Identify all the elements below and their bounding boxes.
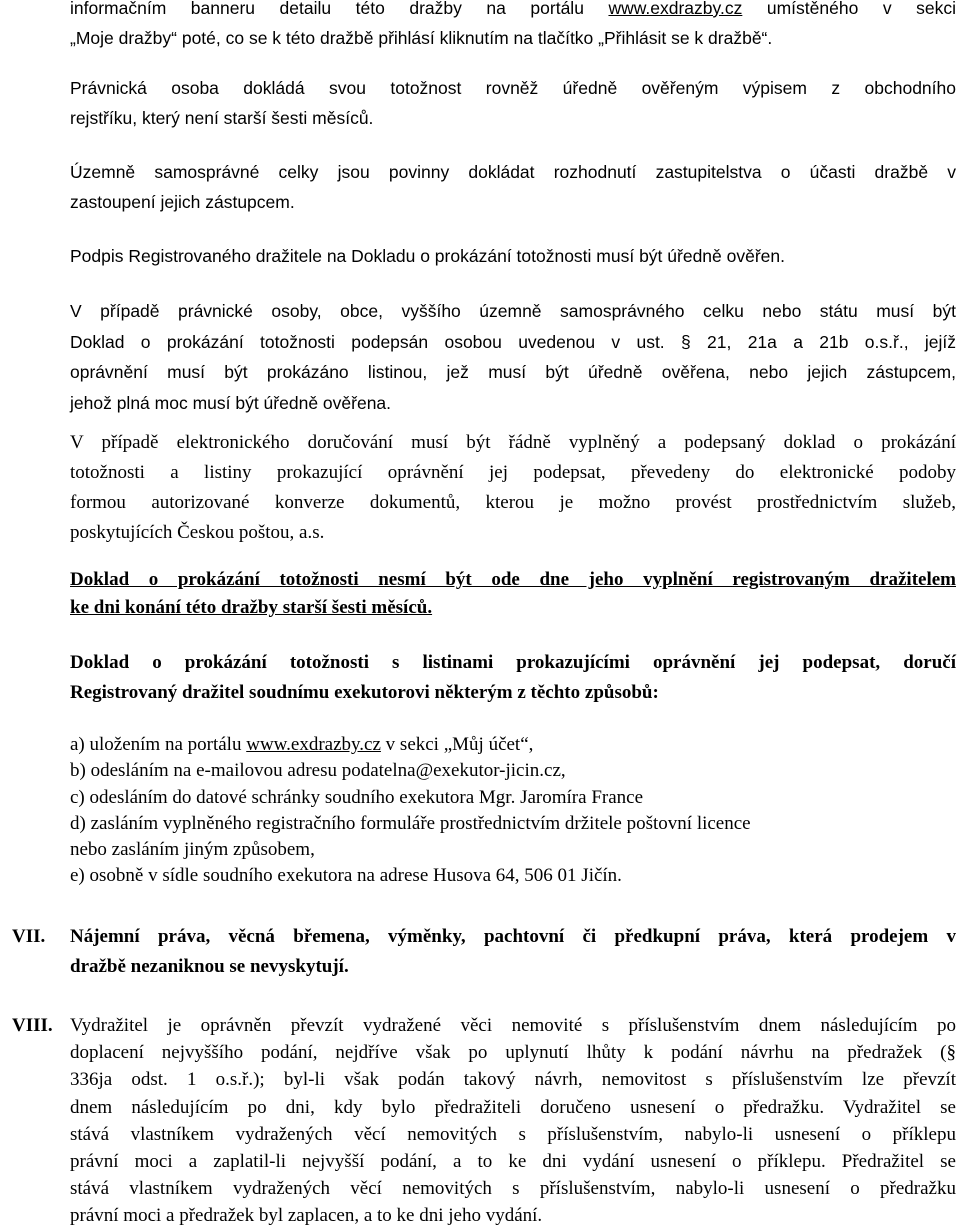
text-line: formou autorizované konverze dokumentů, kterou je možno provést prostřednictvím služeb, xyxy=(70,492,956,513)
paragraph-doklad-doruceni xyxy=(70,648,956,708)
text-line: V případě elektronického doručování musí být řádně vyplněný a podepsaný doklad o prokázání xyxy=(70,432,956,453)
text-line: Podpis Registrovaného dražitele na Dokladu o prokázání totožnosti musí být úředně ověřen. xyxy=(70,246,786,266)
intro-line-2: „Moje dražby“ poté, co se k této dražbě přihlásí kliknutím na tlačítko „Přihlásit se k dražbě“. xyxy=(70,27,773,48)
paragraph-elektronicke-dorucovani xyxy=(70,428,956,548)
paragraph-podpis xyxy=(70,242,956,272)
text-line: V případě právnické osoby, obce, vyššího územně samosprávného celku nebo státu musí být xyxy=(70,301,956,321)
text-line: Právnická osoba dokládá svou totožnost rovněž úředně ověřeným výpisem z obchodního xyxy=(70,78,956,98)
list-item: e) osobně v sídle soudního exekutora na adrese Husova 64, 506 01 Jičín. xyxy=(70,865,622,887)
text-line: stává vlastníkem vydražených věcí nemovitých s příslušenstvím, nabylo-li usnesení o předražku xyxy=(70,1178,956,1200)
text-line: doplacení nejvyššího podání, nejdříve však po uplynutí lhůty k podání návrhu na předražek (§ xyxy=(70,1042,956,1064)
text-line: Nájemní práva, věcná břemena, výměnky, pachtovní či předkupní práva, která prodejem v xyxy=(70,926,956,947)
exdrazby-link[interactable]: www.exdrazby.cz xyxy=(246,734,381,755)
text-line: Doklad o prokázání totožnosti nesmí být ode dne jeho vyplnění registrovaným dražitelem xyxy=(70,569,956,590)
section-body xyxy=(70,1012,956,1230)
list-item: a) uložením na portálu www.exdrazby.cz v sekci „Můj účet“, xyxy=(70,734,534,755)
text-line: Vydražitel je oprávněn převzít vydražené věci nemovité s příslušenstvím dnem následujícím po xyxy=(70,1015,956,1036)
section-body xyxy=(70,922,956,982)
paragraph-uzemne-celky xyxy=(70,158,956,217)
text-line: 336ja odst. 1 o.s.ř.); byl-li však podán takový návrh, nemovitost s příslušenstvím lze převzít xyxy=(70,1069,956,1091)
text-line: totožnosti a listiny prokazující oprávnění jej podepsat, převedeny do elektronické podoby xyxy=(70,462,956,483)
exdrazby-link[interactable]: www.exdrazby.cz xyxy=(608,0,743,18)
text-line: zastoupení jejich zástupcem. xyxy=(70,191,295,212)
text-line: právní moci a zaplatil-li nejvyšší podání, a to ke dni vydání usnesení o příklepu. Předražitel se xyxy=(70,1151,956,1173)
list-item: d) zasláním vyplněného registračního formuláře prostřednictvím držitele poštovní licence xyxy=(70,812,751,834)
text-line: dnem následujícím po dni, kdy bylo předražiteli doručeno usnesení o předražku. Vydražitel se xyxy=(70,1096,956,1118)
text-line: právní moci a předražek byl zaplacen, a to ke dni jeho vydání. xyxy=(70,1205,543,1227)
text-line: poskytujících Českou poštou, a.s. xyxy=(70,522,325,543)
paragraph-pravnicka-osoba xyxy=(70,74,956,133)
text-line: Doklad o prokázání totožnosti s listinami prokazujícími oprávnění jej podepsat, doručí xyxy=(70,652,956,673)
text-line: Doklad o prokázání totožnosti podepsán osobou uvedenou v ust. § 21, 21a a 21b o.s.ř., jejíž xyxy=(70,331,956,352)
text-line: Registrovaný dražitel soudnímu exekutorovi některým z těchto způsobů: xyxy=(70,682,659,703)
list-item: c) odesláním do datové schránky soudního exekutora Mgr. Jaromíra France xyxy=(70,786,644,808)
text-line: stává vlastníkem vydražených věcí nemovitých s příslušenstvím, nabylo-li usnesení o příklepu xyxy=(70,1123,956,1145)
section-number: VIII. xyxy=(12,1015,53,1036)
delivery-methods-list xyxy=(70,732,956,890)
section-number: VII. xyxy=(12,926,46,947)
paragraph-doklad-platnost xyxy=(70,566,956,622)
text-line: rejstříku, který není starší šesti měsíců. xyxy=(70,107,374,128)
text-line: oprávnění musí být prokázáno listinou, jež musí být úředně ověřena, nebo jejich zástupcem, xyxy=(70,362,956,382)
text-line: dražbě nezaniknou se nevyskytují. xyxy=(70,956,349,977)
intro-paragraph xyxy=(70,0,956,53)
text-line: Územně samosprávné celky jsou povinny dokládat rozhodnutí zastupitelstva o účasti dražbě v xyxy=(70,162,956,182)
intro-line-1: informačním banneru detailu této dražby na portálu www.exdrazby.cz umístěného v sekci xyxy=(70,0,956,18)
text-line: ke dni konání této dražby starší šesti měsíců. xyxy=(70,597,433,618)
list-item: nebo zasláním jiným způsobem, xyxy=(70,839,315,861)
paragraph-pravnicke-osoby xyxy=(70,296,956,418)
text-line: jehož plná moc musí být úředně ověřena. xyxy=(70,392,392,413)
list-item: b) odesláním na e-mailovou adresu podatelna@exekutor-jicin.cz, xyxy=(70,760,566,782)
